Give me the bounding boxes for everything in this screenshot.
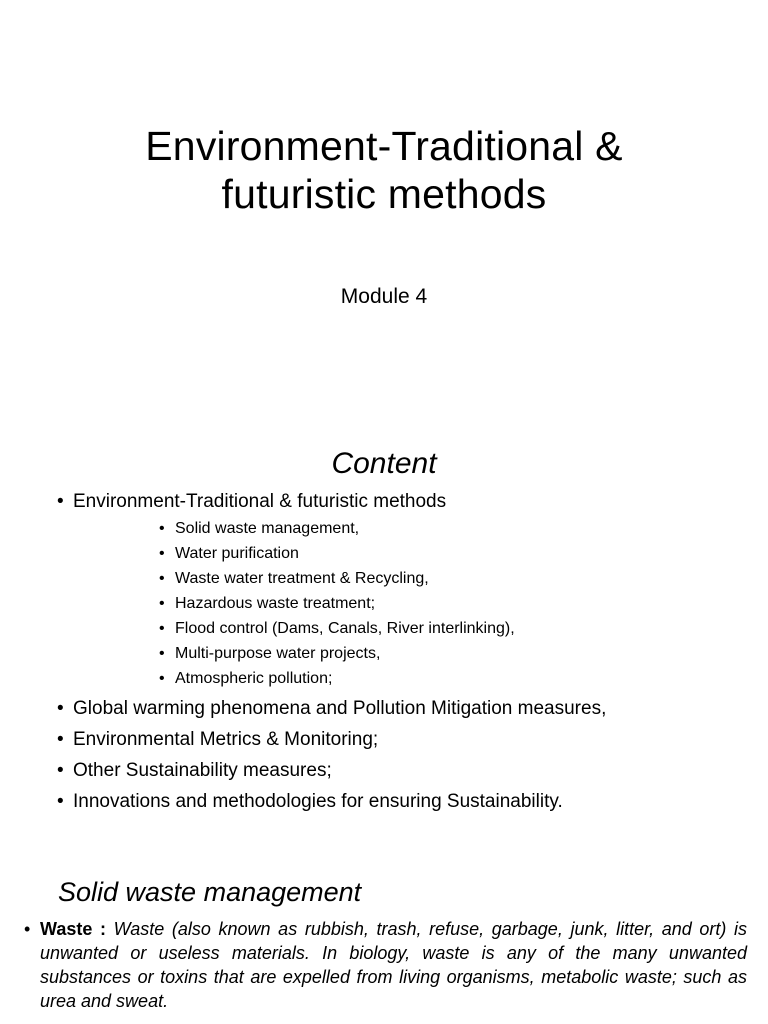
list-item: • Environmental Metrics & Monitoring;: [0, 728, 768, 752]
list-item: • Innovations and methodologies for ensuring Sustainability.: [0, 790, 768, 814]
sub-list-item: • Waste water treatment & Recycling,: [73, 566, 768, 591]
sub-list: [73, 516, 768, 691]
sub-list-item: • Atmospheric pollution;: [73, 666, 768, 691]
list-spacer: [0, 721, 768, 728]
list-item-label: Environment-Traditional & futuristic methods: [73, 491, 447, 512]
content-title: Content: [331, 447, 437, 480]
list-item: • Other Sustainability measures;: [0, 759, 768, 783]
waste-definition-paragraph: [40, 917, 747, 1013]
list-spacer: [0, 752, 768, 759]
content-list: [0, 490, 768, 814]
sub-list-item: • Multi-purpose water projects,: [73, 641, 768, 666]
waste-definition: Waste (also known as rubbish, trash, refuse, garbage, junk, litter, and ort) is unwanted or useless materials. In biology, waste is any of the many unwanted substances or toxins that are expelled from living organisms, metabolic waste; such as urea and sweat.: [40, 919, 747, 1011]
sub-list-item: • Flood control (Dams, Canals, River interlinking),: [73, 616, 768, 641]
title-slide: [0, 0, 768, 420]
list-spacer: [0, 783, 768, 790]
title-line-1: Environment-Traditional &: [145, 123, 623, 169]
list-item: • Global warming phenomena and Pollution Mitigation measures,: [0, 697, 768, 721]
sub-list-item: • Water purification: [73, 541, 768, 566]
content-slide: [0, 430, 768, 850]
waste-term: Waste :: [40, 919, 106, 939]
bullet-marker: •: [24, 919, 31, 939]
solid-waste-slide: [0, 860, 768, 1024]
presentation-title: [0, 122, 768, 218]
module-subtitle: Module 4: [340, 285, 428, 308]
section-title: Solid waste management: [58, 877, 362, 907]
sub-list-item: • Hazardous waste treatment;: [73, 591, 768, 616]
list-item: [0, 490, 768, 691]
title-line-2: futuristic methods: [221, 171, 547, 217]
sub-list-item: • Solid waste management,: [73, 516, 768, 541]
